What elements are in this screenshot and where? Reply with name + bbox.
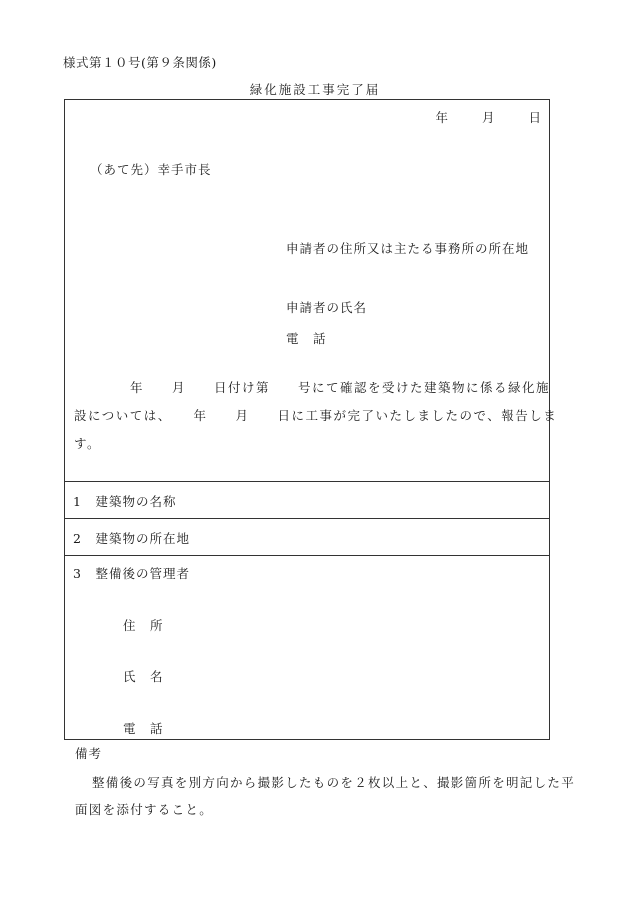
manager-address-label: 住 所 — [123, 618, 164, 633]
applicant-tel-label: 電 話 — [286, 331, 327, 346]
divider — [65, 518, 549, 519]
applicant-name-label: 申請者の氏名 — [286, 300, 368, 315]
body-text-line-3: す。 — [74, 436, 102, 451]
form-number: 様式第１０号(第９条関係) — [63, 55, 217, 70]
remarks-line-1: 整備後の写真を別方向から撮影したものを２枚以上と、撮影箇所を明記した平 — [92, 775, 576, 790]
applicant-address-label: 申請者の住所又は主たる事務所の所在地 — [286, 241, 530, 256]
body-text-line-2: 設については、 年 月 日に工事が完了いたしましたので、報告しま — [74, 408, 558, 423]
item-building-name: 1 建築物の名称 — [73, 494, 177, 509]
form-frame — [64, 99, 558, 740]
divider — [65, 555, 549, 556]
item-manager: 3 整備後の管理者 — [73, 566, 190, 581]
remarks-line-2: 面図を添付すること。 — [75, 802, 214, 817]
addressee: （あて先）幸手市長 — [90, 162, 212, 177]
remarks-title: 備考 — [75, 746, 103, 761]
body-text-line-1: 年 月 日付け第 号にて確認を受けた建築物に係る緑化施 — [74, 380, 551, 395]
date-row — [435, 108, 541, 126]
divider — [65, 481, 549, 482]
date-year: 年 — [435, 110, 448, 125]
date-month: 月 — [481, 110, 495, 125]
item-building-location: 2 建築物の所在地 — [73, 531, 190, 546]
date-day: 日 — [528, 110, 541, 125]
form-title: 緑化施設工事完了届 — [249, 82, 381, 97]
manager-name-label: 氏 名 — [123, 669, 164, 684]
manager-tel-label: 電 話 — [123, 721, 164, 736]
